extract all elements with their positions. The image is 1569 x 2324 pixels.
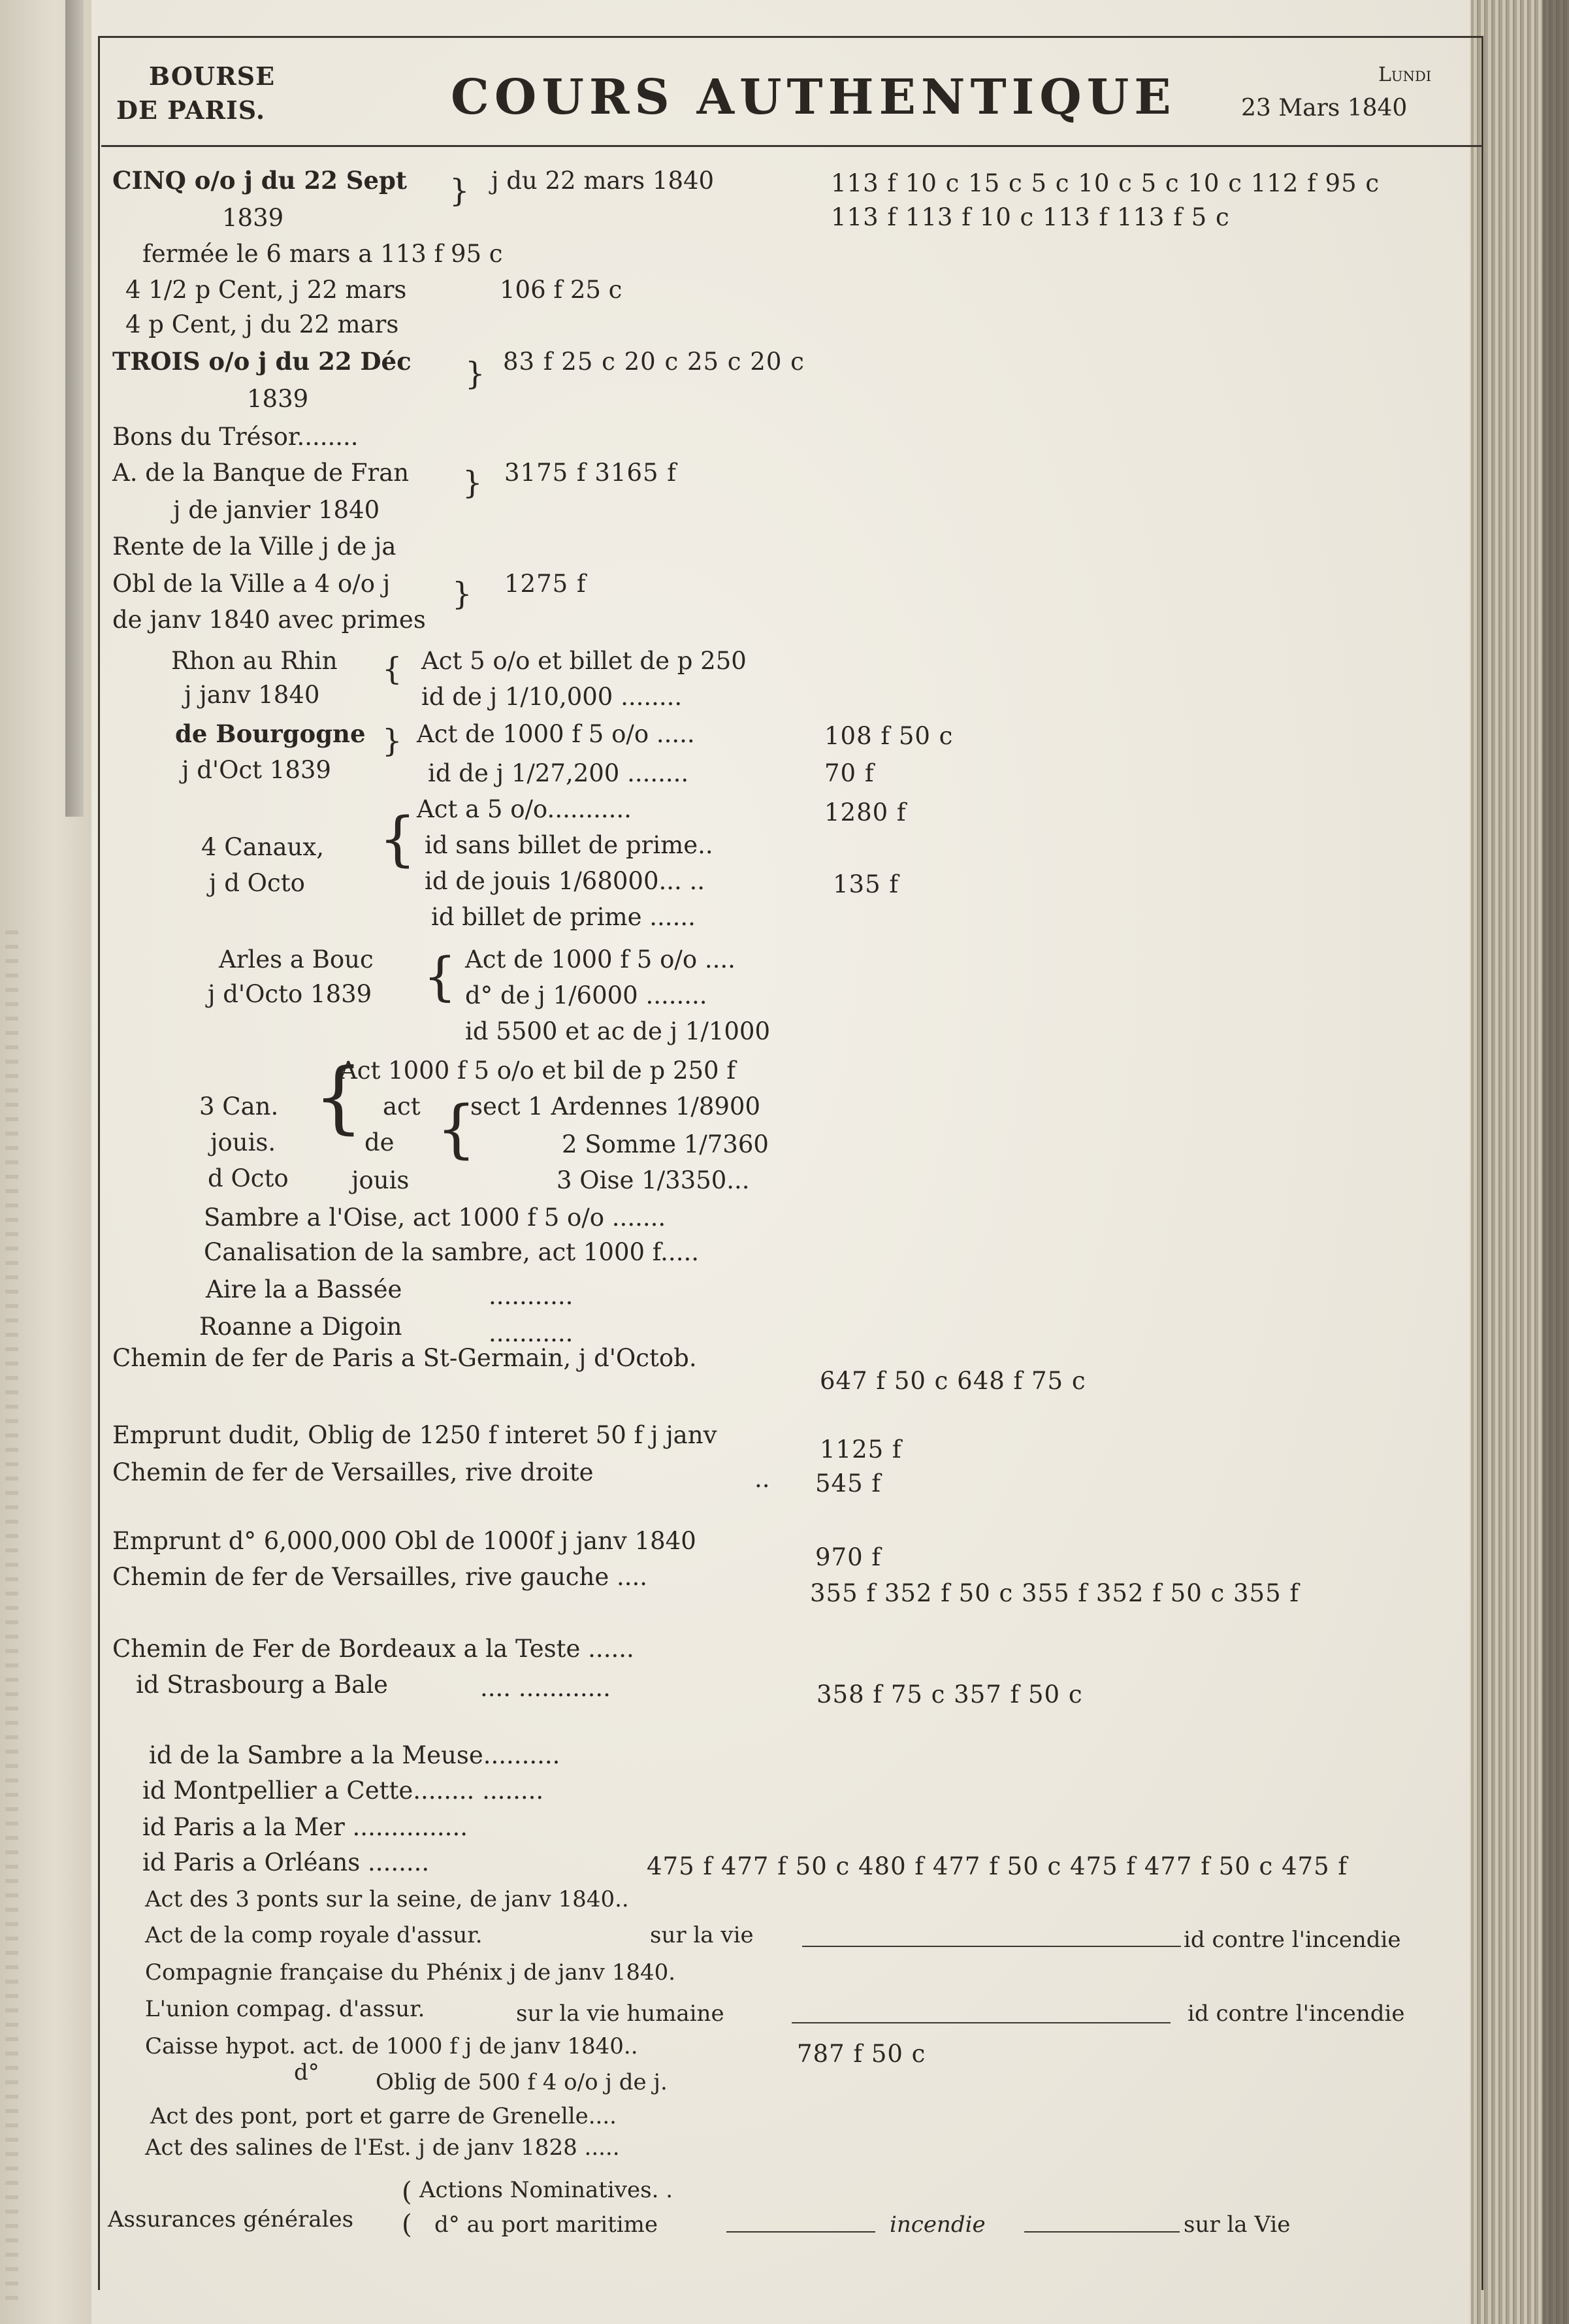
brace: { [379,805,417,874]
header-left-line2: DE PARIS. [116,95,266,125]
brace: } [449,172,470,209]
bourgogne-id: id de j 1/27,200 ........ [428,759,689,787]
canaux-act: Act a 5 o/o........... [417,795,632,823]
aire-bassee: Aire la a Bassée [206,1275,402,1303]
cf-st-germain: Chemin de fer de Paris a St-Germain, j d'Octob. [112,1344,697,1372]
page-title: COURS AUTHENTIQUE [451,69,1176,125]
canaux-date: j d Octo [209,869,305,897]
blank-line [792,2022,1171,2023]
trois-values: 83 f 25 c 20 c 25 c 20 c [503,348,805,376]
canaux-label: 4 Canaux, [201,833,325,861]
canaux-jouis: id de jouis 1/68000... .. [425,867,705,895]
caisse-hypot: Caisse hypot. act. de 1000 f j de janv 1840.. [145,2033,638,2059]
cf-paris-mer: id Paris a la Mer ............... [142,1813,468,1841]
comp-royale: Act de la comp royale d'assur. [145,1922,483,1948]
header-rule [101,145,1483,147]
frame-top-rule [98,36,1483,38]
can3-act: Act 1000 f 5 o/o et bil de p 250 f [340,1056,736,1085]
bourgogne-act: Act de 1000 f 5 o/o ..... [417,720,695,748]
banque-label: A. de la Banque de Fran [112,459,410,487]
cf-versailles-droite-value: 545 f [815,1469,882,1498]
canaux-billet-prime: id billet de prime ...... [431,903,696,931]
trois-label: TROIS o/o j du 22 Déc [112,347,412,376]
roanne-dots: ........... [489,1319,574,1347]
cinq-date: j du 22 mars 1840 [491,167,715,195]
cf-bordeaux: Chemin de Fer de Bordeaux a la Teste ...... [112,1635,634,1663]
header-date: 23 Mars 1840 [1241,95,1408,122]
union-incendie: id contre l'incendie [1188,2001,1405,2027]
adjacent-page-strip [0,0,91,2324]
obl-ville-date: de janv 1840 avec primes [112,606,426,634]
book-cover-edge [1543,0,1569,2324]
can3-mid-3: jouis [351,1166,410,1194]
aire-dots: ........... [489,1282,574,1310]
rhon-label: Rhon au Rhin [171,647,338,675]
phenix: Compagnie française du Phénix j de janv 1840. [145,1959,676,1986]
blank-line [726,2231,875,2233]
can3-jouis: jouis. [210,1128,276,1156]
obl-ville-label: Obl de la Ville a 4 o/o j [112,570,391,598]
arles-id: id 5500 et ac de j 1/1000 [465,1017,771,1045]
cinq-values-2: 113 f 113 f 10 c 113 f 113 f 5 c [831,203,1230,231]
caisse-oblig: Oblig de 500 f 4 o/o j de j. [376,2069,668,2095]
emprunt-6m-value: 970 f [815,1543,882,1571]
sambre-oise: Sambre a l'Oise, act 1000 f 5 o/o ....... [204,1203,666,1232]
actions-nominatives: Actions Nominatives. . [419,2177,673,2203]
cf-paris-orleans: id Paris a Orléans ........ [142,1848,430,1876]
brace: { [436,1092,477,1166]
roanne-digoin: Roanne a Digoin [199,1313,402,1341]
canaux-sans-billet: id sans billet de prime.. [425,831,713,859]
quatre-demi-value: 106 f 25 c [500,276,623,304]
arles-ditto: d° de j 1/6000 ........ [465,981,707,1009]
cinq-year: 1839 [222,204,284,232]
frame-right-rule [1481,36,1483,2290]
comp-royale-vie: sur la vie [650,1922,754,1948]
assur-port: d° au port maritime [434,2212,658,2238]
frame-left-rule [98,36,100,2290]
caisse-ditto: d° [294,2059,319,2086]
rhon-date: j janv 1840 [184,681,320,709]
pont-port-grenelle: Act des pont, port et garre de Grenelle.... [150,2103,617,2129]
assur-incendie: incendie [890,2212,986,2238]
emprunt-dudit: Emprunt dudit, Oblig de 1250 f interet 50 f j janv [112,1421,717,1449]
can3-oise: 3 Oise 1/3350... [557,1166,750,1194]
cf-montpellier: id Montpellier a Cette........ ........ [142,1776,544,1805]
blank-line [1024,2231,1180,2233]
can3-label: 3 Can. [199,1092,279,1121]
canaux-act-value: 1280 f [824,798,907,826]
brace: { [382,651,402,687]
assurances-generales: Assurances générales [108,2206,354,2233]
cf-st-germain-values: 647 f 50 c 648 f 75 c [820,1367,1086,1395]
brace: { [314,1052,364,1143]
banque-values: 3175 f 3165 f [504,459,677,487]
bourgogne-id-value: 70 f [824,759,875,787]
rhon-id: id de j 1/10,000 ........ [421,683,683,711]
can3-mid-2: de [364,1128,395,1156]
emprunt-6m: Emprunt d° 6,000,000 Obl de 1000f j janv 1840 [112,1527,696,1555]
brace: } [382,723,402,759]
union: L'union compag. d'assur. [145,1996,425,2022]
emprunt-dudit-value: 1125 f [820,1435,902,1464]
cf-strasbourg: id Strasbourg a Bale [136,1671,388,1699]
fermee-note: fermée le 6 mars a 113 f 95 c [142,240,503,268]
brace: } [465,355,485,392]
cf-strasbourg-values: 358 f 75 c 357 f 50 c [817,1680,1083,1709]
can3-somme: 2 Somme 1/7360 [562,1130,769,1158]
cf-paris-orleans-values: 475 f 477 f 50 c 480 f 477 f 50 c 475 f 477 f 50 c 475 f [647,1852,1348,1880]
brace: ( [402,2177,412,2207]
canaux-jouis-value: 135 f [833,870,899,898]
ponts-seine: Act des 3 ponts sur la seine, de janv 1840.. [145,1886,629,1912]
bons-tresor: Bons du Trésor........ [112,423,359,451]
quatre-label: 4 p Cent, j du 22 mars [125,310,399,338]
quatre-demi-label: 4 1/2 p Cent, j 22 mars [125,276,407,304]
bourgogne-label: de Bourgogne [175,719,366,748]
cinq-values-1: 113 f 10 c 15 c 5 c 10 c 5 c 10 c 112 f 95 c [831,169,1380,197]
comp-royale-incendie: id contre l'incendie [1184,1927,1401,1953]
caisse-hypot-value: 787 f 50 c [797,2040,926,2068]
banque-date: j de janvier 1840 [173,496,380,524]
header-left-line1: BOURSE [149,61,276,91]
blank-line [802,1946,1181,1947]
arles-label: Arles a Bouc [219,945,374,974]
arles-act: Act de 1000 f 5 o/o .... [465,945,736,974]
canalisation-sambre: Canalisation de la sambre, act 1000 f..... [204,1238,699,1266]
can3-mid-1: act [383,1092,421,1121]
bourgogne-act-value: 108 f 50 c [824,722,954,750]
bourgogne-date: j d'Oct 1839 [182,756,331,784]
cf-sambre-meuse: id de la Sambre a la Meuse.......... [149,1741,560,1769]
cf-strasbourg-dots: .... ............ [480,1674,611,1702]
header-day: Lundi [1378,63,1432,86]
brace: ( [402,2210,412,2240]
dots: .. [754,1465,770,1493]
arles-date: j d'Octo 1839 [208,980,372,1008]
binding-shadow [65,0,84,817]
cf-versailles-gauche: Chemin de fer de Versailles, rive gauche .... [112,1563,648,1591]
rhon-act: Act 5 o/o et billet de p 250 [421,647,747,675]
obl-ville-value: 1275 f [504,570,587,598]
cinq-label: CINQ o/o j du 22 Sept [112,166,407,195]
cf-versailles-gauche-values: 355 f 352 f 50 c 355 f 352 f 50 c 355 f [810,1579,1300,1607]
adjacent-page-print [5,928,18,2300]
union-vie: sur la vie humaine [516,2001,724,2027]
salines-est: Act des salines de l'Est. j de janv 1828 ..... [145,2135,620,2161]
trois-year: 1839 [247,385,309,413]
brace: } [452,576,472,612]
can3-ardennes: sect 1 Ardennes 1/8900 [470,1092,760,1121]
can3-date: d Octo [208,1164,289,1192]
brace: } [462,465,483,501]
cf-versailles-droite: Chemin de fer de Versailles, rive droite [112,1458,594,1486]
brace: { [423,946,457,1007]
assur-vie: sur la Vie [1184,2212,1291,2238]
rente-ville: Rente de la Ville j de ja [112,532,396,561]
